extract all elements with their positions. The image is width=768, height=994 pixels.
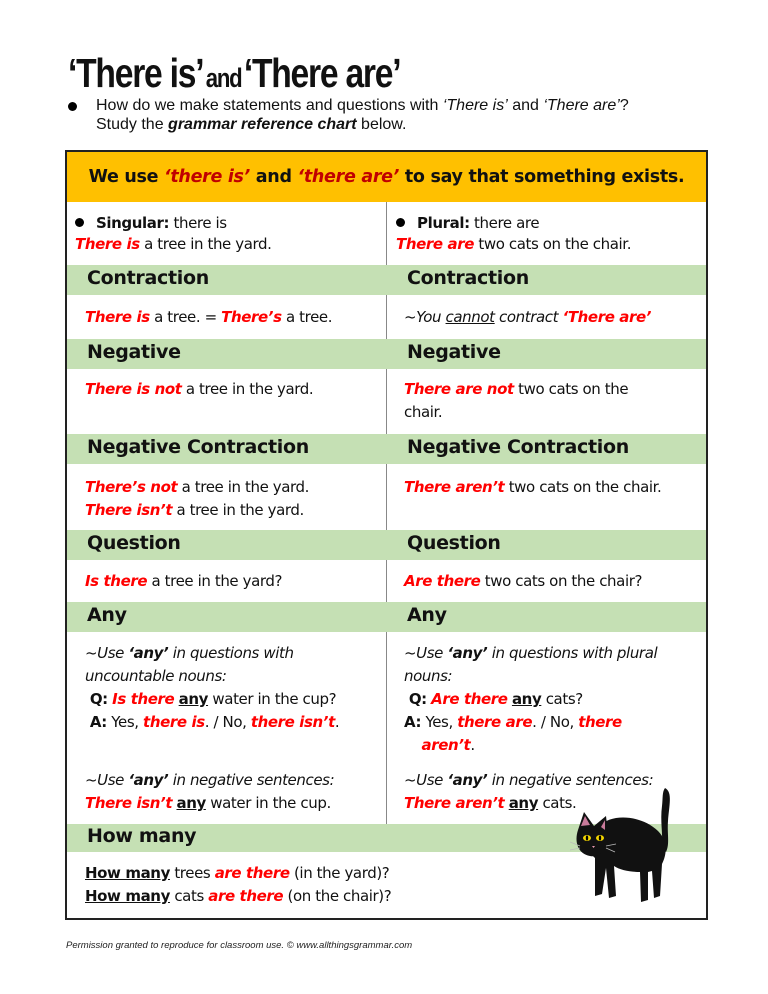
text-run: cats: [169, 887, 209, 905]
text-run: in questions with: [168, 644, 294, 662]
text-run: ~Use: [404, 644, 448, 662]
section-label-right: Contraction: [407, 267, 529, 289]
highlighted-phrase: there is: [143, 713, 205, 731]
intro-text: [96, 96, 736, 134]
underlined-word: cannot: [445, 308, 495, 326]
intro-line-1: [96, 96, 736, 115]
text-run: a tree in the yard.: [172, 501, 304, 519]
text-run: A:: [85, 713, 107, 731]
text-run: Q:: [85, 690, 108, 708]
text-run: below.: [356, 116, 407, 133]
text-run: and: [250, 167, 298, 187]
text-run: cats.: [538, 794, 577, 812]
text-run: in negative sentences:: [487, 771, 654, 789]
text-run: a tree. =: [149, 308, 222, 326]
highlighted-phrase: ‘there are’: [297, 167, 400, 187]
text-run: a tree in the yard.: [181, 380, 314, 398]
text-run: two cats on the: [513, 380, 629, 398]
singular-heading: [75, 212, 375, 235]
negative-singular: [85, 378, 380, 401]
text-run: .: [334, 713, 340, 731]
how-many-examples: [85, 862, 585, 908]
text-run: ?: [619, 97, 629, 114]
plural-cell: [396, 212, 701, 256]
highlighted-phrase: ‘there is’: [164, 167, 250, 187]
highlighted-phrase: There aren’t: [404, 794, 505, 812]
any-singular: [85, 642, 385, 815]
text-run: We use: [88, 167, 164, 187]
highlighted-phrase: There isn’t: [85, 501, 173, 519]
text-run: in questions with plural: [487, 644, 658, 662]
page-title: [68, 50, 400, 97]
highlighted-phrase: There isn’t: [85, 794, 173, 812]
highlighted-phrase: There is: [75, 235, 140, 253]
text-run: there is: [169, 214, 227, 232]
text-run: a tree in the yard.: [177, 478, 310, 496]
section-header-negative: [67, 339, 706, 369]
highlighted-phrase: There is not: [85, 380, 182, 398]
highlighted-phrase: Is there: [85, 572, 148, 590]
text-run: . / No,: [532, 713, 579, 731]
intro-line-2: [96, 115, 736, 134]
section-header-question: [67, 530, 706, 560]
text-run: Q:: [404, 690, 427, 708]
contraction-plural: [404, 306, 704, 329]
underlined-word: any: [176, 794, 206, 812]
text-run: [404, 736, 421, 754]
bullet-icon: [75, 218, 84, 227]
underlined-word: How many: [85, 887, 170, 905]
highlighted-phrase: Are there: [431, 690, 508, 708]
underlined-word: any: [508, 794, 539, 812]
text-run: ~You: [404, 308, 446, 326]
text-run: water in the cup?: [208, 690, 337, 708]
highlighted-phrase: There is: [85, 308, 150, 326]
text-run: a tree.: [281, 308, 333, 326]
highlighted-phrase: there isn’t: [250, 713, 335, 731]
column-divider: [386, 202, 387, 824]
title-there-are: ‘There are’: [243, 50, 401, 96]
text-run: Singular:: [96, 214, 170, 232]
underlined-word: any: [511, 690, 542, 708]
highlighted-phrase: are there: [214, 864, 290, 882]
highlighted-phrase: There aren’t: [404, 478, 505, 496]
question-singular: [85, 570, 380, 593]
text-run: A:: [404, 713, 422, 731]
highlighted-phrase: aren’t: [421, 736, 471, 754]
highlighted-phrase: are there: [208, 887, 284, 905]
text-run: ‘There is’: [442, 97, 508, 114]
black-cat-icon: [570, 786, 690, 911]
section-label-right: Any: [407, 604, 447, 626]
highlighted-phrase: Is there: [112, 690, 175, 708]
text-run: a tree in the yard.: [139, 235, 272, 253]
negative-contraction-plural: [404, 476, 704, 499]
highlighted-phrase: ‘There are’: [562, 308, 652, 326]
text-run: two cats on the chair.: [473, 235, 632, 253]
highlighted-phrase: there: [578, 713, 622, 731]
text-run: ~Use: [404, 771, 448, 789]
section-label-left: Question: [87, 532, 181, 554]
copyright-footer: Permission granted to reproduce for classroom use. © www.allthingsgrammar.com: [66, 940, 413, 951]
text-run: uncountable nouns:: [85, 667, 227, 685]
text-run: ‘any’: [128, 771, 169, 789]
text-run: Study the: [96, 116, 169, 133]
highlighted-phrase: there are: [457, 713, 533, 731]
text-run: water in the cup.: [205, 794, 331, 812]
bullet-icon: [396, 218, 405, 227]
text-run: ‘any’: [447, 644, 488, 662]
text-run: How do we make statements and questions with: [96, 97, 443, 114]
section-header-contraction: [67, 265, 706, 295]
negative-contraction-singular: [85, 476, 380, 522]
section-label: How many: [87, 825, 197, 847]
underlined-word: How many: [85, 864, 170, 882]
negative-plural: [404, 378, 704, 424]
text-run: . / No,: [204, 713, 251, 731]
singular-cell: [75, 212, 375, 256]
plural-heading: [396, 212, 701, 235]
text-run: ~Use: [85, 644, 129, 662]
text-run: two cats on the chair.: [504, 478, 662, 496]
highlighted-phrase: Are there: [404, 572, 481, 590]
text-run: Plural:: [417, 214, 470, 232]
text-run: contract: [494, 308, 563, 326]
text-run: [85, 736, 89, 754]
highlighted-phrase: There’s: [221, 308, 282, 326]
highlighted-phrase: There are not: [404, 380, 514, 398]
text-run: ‘any’: [447, 771, 488, 789]
text-run: grammar reference chart: [168, 116, 357, 133]
text-run: to say that something exists.: [399, 167, 685, 187]
singular-example: [75, 233, 375, 256]
highlighted-phrase: There’s not: [85, 478, 178, 496]
title-and: and: [205, 63, 242, 93]
bullet-icon: [68, 102, 77, 111]
text-run: cats?: [541, 690, 583, 708]
text-run: a tree in the yard?: [147, 572, 283, 590]
section-label-left: Negative Contraction: [87, 436, 309, 458]
text-run: trees: [169, 864, 215, 882]
underlined-word: any: [178, 690, 209, 708]
section-label-right: Negative Contraction: [407, 436, 629, 458]
section-header-negative-contraction: [67, 434, 706, 464]
section-label-right: Question: [407, 532, 501, 554]
text-run: chair.: [404, 403, 443, 421]
section-label-right: Negative: [407, 341, 501, 363]
title-there-is: ‘There is’: [68, 50, 204, 96]
section-label-left: Contraction: [87, 267, 209, 289]
text-run: in negative sentences:: [168, 771, 335, 789]
text-run: nouns:: [404, 667, 453, 685]
plural-example: [396, 233, 701, 256]
text-run: there are: [469, 214, 540, 232]
text-run: ‘any’: [128, 644, 169, 662]
text-run: Yes,: [421, 713, 458, 731]
text-run: ‘There are’: [543, 97, 620, 114]
section-label-left: Negative: [87, 341, 181, 363]
text-run: and: [507, 97, 544, 114]
question-plural: [404, 570, 704, 593]
banner-text: [89, 167, 685, 187]
text-run: two cats on the chair?: [480, 572, 643, 590]
chart-banner: [67, 152, 706, 202]
text-run: .: [470, 736, 475, 754]
text-run: Yes,: [106, 713, 144, 731]
section-label-left: Any: [87, 604, 127, 626]
text-run: (on the chair)?: [283, 887, 392, 905]
contraction-singular: [85, 306, 380, 329]
text-run: (in the yard)?: [289, 864, 390, 882]
highlighted-phrase: There are: [396, 235, 474, 253]
section-header-any: [67, 602, 706, 632]
text-run: ~Use: [85, 771, 129, 789]
